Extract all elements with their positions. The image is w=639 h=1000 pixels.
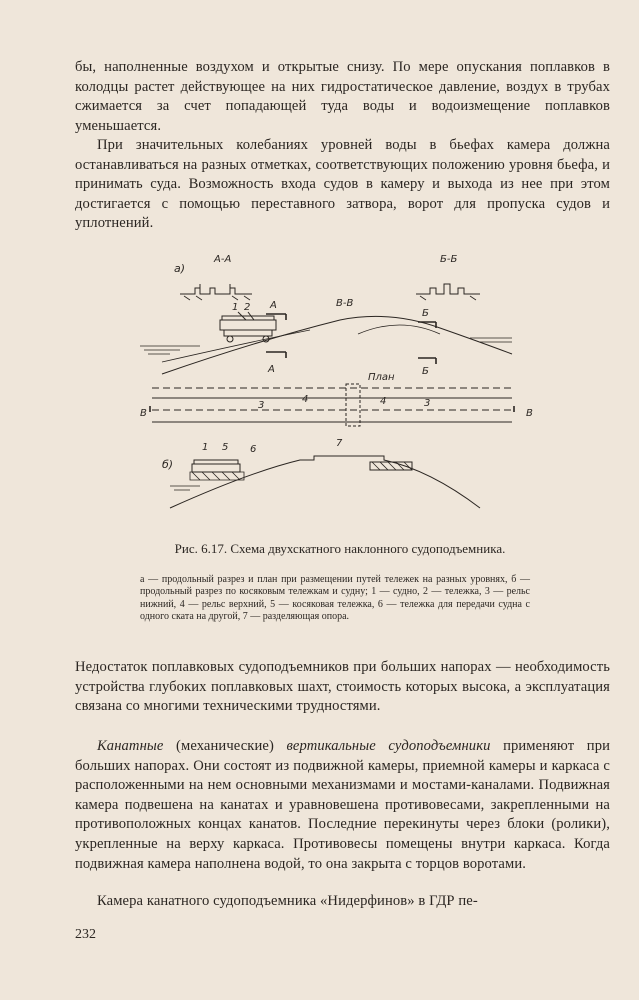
ship-on-carriage-a (220, 312, 276, 342)
paragraph-2: При значительных колебаниях уровней воды в бьефах камера должна останавливаться на разных отметках, соответствующих положению уровня бьефа, и принимать суда. Возможность входа судов в камеру и выхода из нее при этом достигается с помощью переставного затвора, ворот для пропуска судов и уплотнений. (75, 137, 610, 232)
page-number: 232 (75, 927, 96, 942)
ship-on-carriages-b (190, 460, 244, 480)
figure-caption: Рис. 6.17. Схема двухскатного наклонного судоподъемника. (174, 541, 506, 556)
paragraph-1: бы, наполненные воздухом и открытые снизу. По мере опускания поплавков в колодцы растет действующее на них гидростатическое давление, воздух в трубах сжимается за счет попадающей туда воды и водоизмещение поплавков уменьшается. (75, 59, 610, 134)
paragraph-4 (75, 737, 610, 874)
label-V-left: В (140, 408, 147, 419)
label-4-right: 4 (380, 396, 387, 407)
cross-section-aa (180, 284, 252, 300)
term-kanatnye: Канатные (97, 738, 164, 754)
figure-6-17 (140, 250, 540, 522)
label-5-b: 5 (222, 442, 229, 453)
label-section-vv: В-В (336, 298, 354, 309)
label-6-b: 6 (250, 444, 257, 455)
water-lower (140, 346, 200, 354)
label-3-left: 3 (258, 400, 265, 411)
plan-view (152, 384, 512, 426)
label-a: а) (174, 262, 186, 275)
label-7-b: 7 (336, 438, 343, 449)
label-B-bottom: Б (422, 366, 429, 377)
label-plan: План (368, 372, 395, 383)
figure-diagram (140, 250, 540, 522)
label-3-right: 3 (424, 398, 431, 409)
label-section-bb: Б-Б (440, 254, 458, 265)
label-1-a: 1 (232, 302, 239, 313)
figure-legend: а — продольный разрез и план при размещении путей тележек на разных уровнях, б — продольный разрез по косяковым тележкам и судну; 1 — судно, 2 — тележка, 3 — рельс нижний, 4 — рельс верхний, 5 — косяковая тележка, 6 — тележка для передачи судна с одного ската на другой, 7 — разделяющая опора. (140, 574, 530, 623)
cross-section-bb (416, 284, 480, 300)
label-A-bottom: А (268, 364, 275, 375)
label-b: б) (162, 458, 174, 471)
paragraph-4-mid: (механические) (163, 738, 287, 754)
slope-profile-a (162, 316, 512, 374)
paragraph-5: Камера канатного судоподъемника «Нидерфинов» в ГДР пе- (97, 893, 478, 909)
term-vertical-shiplifts: вертикальные судоподъемники (286, 738, 491, 754)
label-B-top: Б (422, 308, 429, 319)
label-section-aa: А-А (214, 254, 232, 265)
label-4-left: 4 (302, 394, 309, 405)
paragraph-4-rest: применяют при больших напорах. Они состоят из подвижной камеры, приемной камеры и каркаса с расположенными на нем основными механизмами и мостами-каналами. Подвижная камера подвешена на канатах и уравновешена противовесами, закрепленными на противоположных концах канатов. Последние перекинуты через блоки (ролики), укрепленные на верху каркаса. Противовесы помещены внутри каркаса. Когда подвижная камера наполнена водой, то она закрыта с торцов воротами. (75, 738, 610, 872)
label-1-b: 1 (202, 442, 209, 453)
paragraph-3: Недостаток поплавковых судоподъемников при больших напорах — необходимость устройства глубоких поплавковых шахт, стоимость которых высока, а эксплуатация связана со многими техническими трудностями. (75, 659, 610, 715)
label-V-right: В (526, 408, 533, 419)
label-A-top: А (270, 300, 277, 311)
label-2-a: 2 (244, 302, 251, 313)
